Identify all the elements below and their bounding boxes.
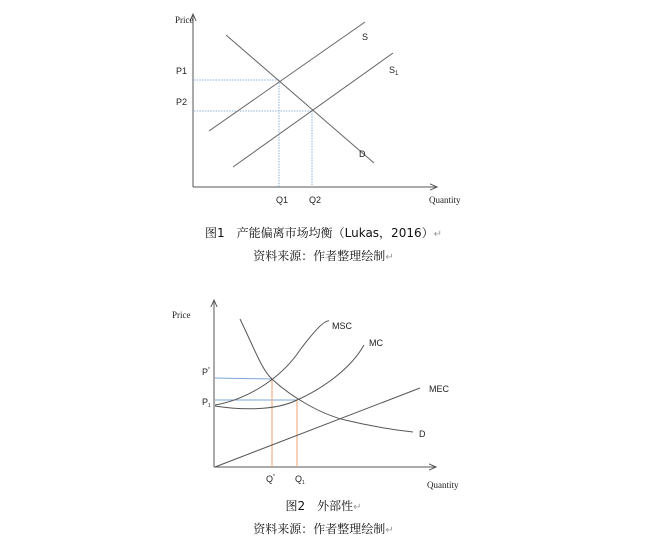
tick-q2: Q2 [309, 195, 322, 205]
label-msc: MSC [332, 321, 352, 331]
return-mark: ↵ [385, 252, 394, 263]
figure-2-source-text: 资料来源：作者整理绘制 [253, 522, 386, 536]
return-mark: ↵ [385, 525, 394, 536]
label-d: D [359, 149, 366, 159]
tick-p2: P2 [176, 97, 188, 107]
x-axis-label: Quantity [427, 480, 459, 490]
figure-2-caption [0, 497, 647, 514]
pstar-guide [215, 378, 272, 379]
tick-qstar: Q* [266, 474, 275, 484]
label-d: D [419, 429, 426, 439]
tick-q1: Q1 [276, 195, 289, 205]
tick-p1: $P_1$ [202, 397, 211, 409]
tick-q1: $Q_1$ [295, 474, 305, 486]
x-axis-label: Quantity [429, 195, 461, 205]
y-axis-label: Price [175, 15, 194, 25]
figure-1-supply-shift-chart [175, 14, 461, 205]
figure-2-externality-chart [172, 300, 459, 490]
tick-pstar: P* [202, 367, 210, 377]
figure-1-caption-text: 图1 产能偏离市场均衡（Lukas，2016） [205, 226, 434, 240]
label-mc: MC [369, 338, 383, 348]
demand-curve-d [226, 35, 374, 163]
y-axis-label: Price [172, 310, 191, 320]
return-mark: ↵ [433, 229, 442, 240]
label-s: S [362, 32, 369, 42]
tick-p1: P1 [176, 66, 188, 76]
figure-1-source [0, 247, 647, 264]
return-mark: ↵ [353, 502, 362, 513]
figure-2-source [0, 520, 647, 537]
label-mec: MEC [429, 384, 449, 394]
figure-2-caption-text: 图2 外部性 [285, 499, 354, 513]
figure-1-source-text: 资料来源：作者整理绘制 [253, 249, 386, 263]
demand-curve-d [240, 319, 413, 432]
label-s1: $S_1$ [389, 65, 399, 77]
supply-curve-s [209, 22, 365, 131]
figure-1-caption [0, 224, 647, 241]
